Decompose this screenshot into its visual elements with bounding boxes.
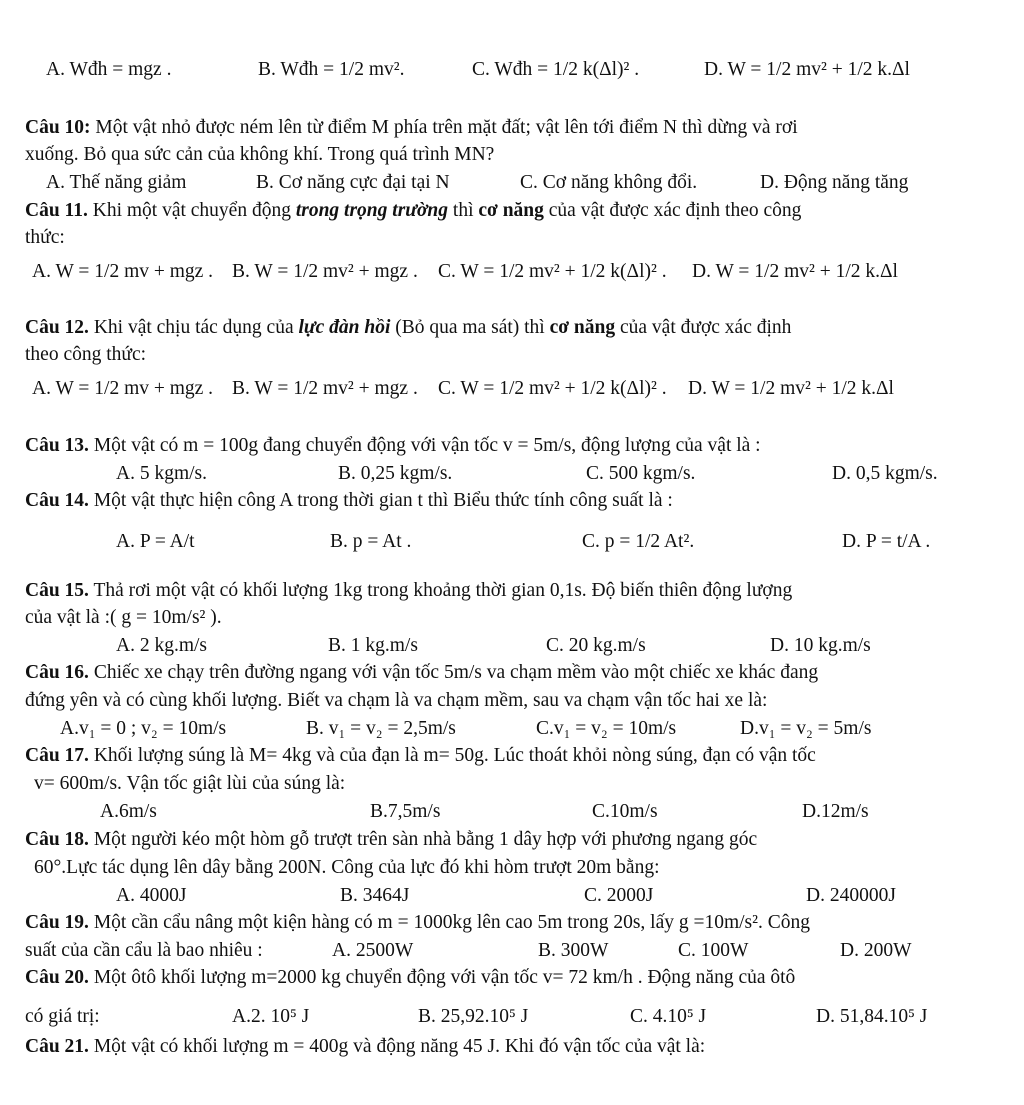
q9-option-c: C. Wđh = 1/2 k(Δl)² . bbox=[472, 59, 640, 80]
q20-option-d: D. 51,84.10⁵ J bbox=[816, 1006, 928, 1027]
q12-option-a: A. W = 1/2 mv + mgz . bbox=[32, 378, 214, 399]
q12-text-c: của vật được xác định bbox=[620, 317, 792, 338]
q18-label: Câu 18. bbox=[25, 829, 89, 850]
q16-line-2: đứng yên và có cùng khối lượng. Biết va chạm là va chạm mềm, sau va chạm vận tốc hai xe là: bbox=[25, 690, 768, 711]
q17-option-c: C.10m/s bbox=[592, 801, 658, 822]
q20-text-1: Một ôtô khối lượng m=2000 kg chuyển động với vận tốc v= 72 km/h . Động năng của ôtô bbox=[93, 967, 796, 988]
q13-option-d: D. 0,5 kgm/s. bbox=[832, 463, 938, 484]
q18-line-1 bbox=[25, 828, 1024, 852]
q18-option-a: A. 4000J bbox=[116, 885, 187, 906]
q12-option-d: D. W = 1/2 mv² + 1/2 k.Δl bbox=[688, 378, 894, 399]
q11-option-a: A. W = 1/2 mv + mgz . bbox=[32, 261, 214, 282]
q11-option-b: B. W = 1/2 mv² + mgz . bbox=[232, 261, 418, 282]
q10-option-c: C. Cơ năng không đổi. bbox=[520, 172, 698, 193]
q12-text-bold: cơ năng bbox=[549, 317, 616, 338]
q11-text-a: Khi một vật chuyển động bbox=[92, 200, 291, 221]
q12-text-em: lực đàn hồi bbox=[298, 317, 391, 338]
q13-line-1 bbox=[25, 434, 1024, 458]
q15-label: Câu 15. bbox=[25, 580, 89, 601]
q19-text-2: suất của cần cẩu là bao nhiêu : bbox=[25, 940, 263, 961]
q20-option-b: B. 25,92.10⁵ J bbox=[418, 1006, 529, 1027]
q12-line-2: theo công thức: bbox=[25, 344, 147, 365]
q10-option-d: D. Động năng tăng bbox=[760, 172, 909, 193]
q21-label: Câu 21. bbox=[25, 1036, 89, 1057]
q18-line-2: 60°.Lực tác dụng lên dây bằng 200N. Công của lực đó khi hòm trượt 20m bằng: bbox=[34, 857, 660, 878]
q12-option-b: B. W = 1/2 mv² + mgz . bbox=[232, 378, 418, 399]
q12-text-a: Khi vật chịu tác dụng của bbox=[93, 317, 294, 338]
q16-option-d: D.v₁ = v₂ = 5m/s bbox=[740, 718, 872, 739]
q19-option-d: D. 200W bbox=[840, 940, 912, 961]
q18-option-d: D. 240000J bbox=[806, 885, 896, 906]
q20-option-c: C. 4.10⁵ J bbox=[630, 1006, 707, 1027]
q17-option-b: B.7,5m/s bbox=[370, 801, 441, 822]
q15-option-c: C. 20 kg.m/s bbox=[546, 635, 646, 656]
q20-line-1 bbox=[25, 966, 1024, 990]
q14-label: Câu 14. bbox=[25, 490, 89, 511]
q10-option-b: B. Cơ năng cực đại tại N bbox=[256, 172, 450, 193]
q17-text-1: Khối lượng súng là M= 4kg và của đạn là m= 50g. Lúc thoát khỏi nòng súng, đạn có vận tốc bbox=[93, 745, 816, 766]
q11-option-c: C. W = 1/2 mv² + 1/2 k(Δl)² . bbox=[438, 261, 667, 282]
q14-option-c: C. p = 1/2 At². bbox=[582, 531, 695, 552]
q15-option-d: D. 10 kg.m/s bbox=[770, 635, 871, 656]
q19-line-1 bbox=[25, 911, 1024, 935]
q16-line-1 bbox=[25, 661, 1024, 685]
q19-text-1: Một cần cẩu nâng một kiện hàng có m = 1000kg lên cao 5m trong 20s, lấy g =10m/s². Công bbox=[93, 912, 810, 933]
q17-line-2: v= 600m/s. Vận tốc giật lùi của súng là: bbox=[34, 773, 346, 794]
q11-line-1 bbox=[25, 199, 1024, 223]
q11-text-em: trong trọng trường bbox=[295, 200, 449, 221]
q19-option-c: C. 100W bbox=[678, 940, 749, 961]
q17-line-1 bbox=[25, 744, 1024, 768]
q10-text-1: Một vật nhỏ được ném lên từ điểm M phía trên mặt đất; vật lên tới điểm N thì dừng và rơi bbox=[95, 117, 798, 138]
q12-line-1 bbox=[25, 316, 1024, 340]
q19-option-a: A. 2500W bbox=[332, 940, 414, 961]
q11-option-d: D. W = 1/2 mv² + 1/2 k.Δl bbox=[692, 261, 898, 282]
q17-option-a: A.6m/s bbox=[100, 801, 157, 822]
q16-text-1: Chiếc xe chạy trên đường ngang với vận tốc 5m/s va chạm mềm vào một chiếc xe khác đang bbox=[93, 662, 819, 683]
q20-option-a: A.2. 10⁵ J bbox=[232, 1006, 310, 1027]
q17-label: Câu 17. bbox=[25, 745, 89, 766]
q14-text: Một vật thực hiện công A trong thời gian t thì Biểu thức tính công suất là : bbox=[93, 490, 673, 511]
q13-label: Câu 13. bbox=[25, 435, 89, 456]
q9-option-a: A. Wđh = mgz . bbox=[46, 59, 172, 80]
q11-label: Câu 11. bbox=[25, 200, 88, 221]
q21-line-1 bbox=[25, 1035, 1024, 1059]
q15-line-1 bbox=[25, 579, 1024, 603]
q14-line-1 bbox=[25, 489, 1024, 513]
q15-line-2: của vật là :( g = 10m/s² ). bbox=[25, 607, 222, 628]
q19-label: Câu 19. bbox=[25, 912, 89, 933]
q15-option-b: B. 1 kg.m/s bbox=[328, 635, 418, 656]
q17-option-d: D.12m/s bbox=[802, 801, 869, 822]
q18-option-b: B. 3464J bbox=[340, 885, 410, 906]
q9-option-b: B. Wđh = 1/2 mv². bbox=[258, 59, 405, 80]
q9-option-d: D. W = 1/2 mv² + 1/2 k.Δl bbox=[704, 59, 910, 80]
q10-option-a: A. Thế năng giảm bbox=[46, 172, 187, 193]
q20-label: Câu 20. bbox=[25, 967, 89, 988]
q14-option-b: B. p = At . bbox=[330, 531, 412, 552]
q15-option-a: A. 2 kg.m/s bbox=[116, 635, 208, 656]
q21-text: Một vật có khối lượng m = 400g và động năng 45 J. Khi đó vận tốc của vật là: bbox=[93, 1036, 706, 1057]
q18-option-c: C. 2000J bbox=[584, 885, 654, 906]
q10-line-2: xuống. Bỏ qua sức cản của không khí. Trong quá trình MN? bbox=[25, 144, 495, 165]
q19-option-b: B. 300W bbox=[538, 940, 609, 961]
q16-option-a: A.v₁ = 0 ; v₂ = 10m/s bbox=[60, 718, 227, 739]
q10-label: Câu 10: bbox=[25, 117, 91, 138]
q10-line-1 bbox=[25, 116, 1024, 140]
q11-text-c: của vật được xác định theo công bbox=[548, 200, 802, 221]
q13-option-a: A. 5 kgm/s. bbox=[116, 463, 208, 484]
q14-option-d: D. P = t/A . bbox=[842, 531, 931, 552]
q16-option-b: B. v₁ = v₂ = 2,5m/s bbox=[306, 718, 456, 739]
q20-text-2: có giá trị: bbox=[25, 1006, 100, 1027]
q13-option-c: C. 500 kgm/s. bbox=[586, 463, 696, 484]
q15-text-1: Thả rơi một vật có khối lượng 1kg trong khoảng thời gian 0,1s. Độ biến thiên động lượng bbox=[93, 580, 793, 601]
q16-label: Câu 16. bbox=[25, 662, 89, 683]
q11-line-2: thức: bbox=[25, 227, 65, 248]
q11-text-b: thì bbox=[452, 200, 474, 221]
q12-text-b: (Bỏ qua ma sát) thì bbox=[395, 317, 545, 338]
q14-option-a: A. P = A/t bbox=[116, 531, 195, 552]
q18-text-1: Một người kéo một hòm gỗ trượt trên sàn nhà bằng 1 dây hợp với phương ngang góc bbox=[93, 829, 758, 850]
q11-text-bold: cơ năng bbox=[478, 200, 544, 221]
q12-option-c: C. W = 1/2 mv² + 1/2 k(Δl)² . bbox=[438, 378, 667, 399]
q13-option-b: B. 0,25 kgm/s. bbox=[338, 463, 453, 484]
q16-option-c: C.v₁ = v₂ = 10m/s bbox=[536, 718, 677, 739]
q12-label: Câu 12. bbox=[25, 317, 89, 338]
q13-text: Một vật có m = 100g đang chuyển động với vận tốc v = 5m/s, động lượng của vật là : bbox=[93, 435, 761, 456]
